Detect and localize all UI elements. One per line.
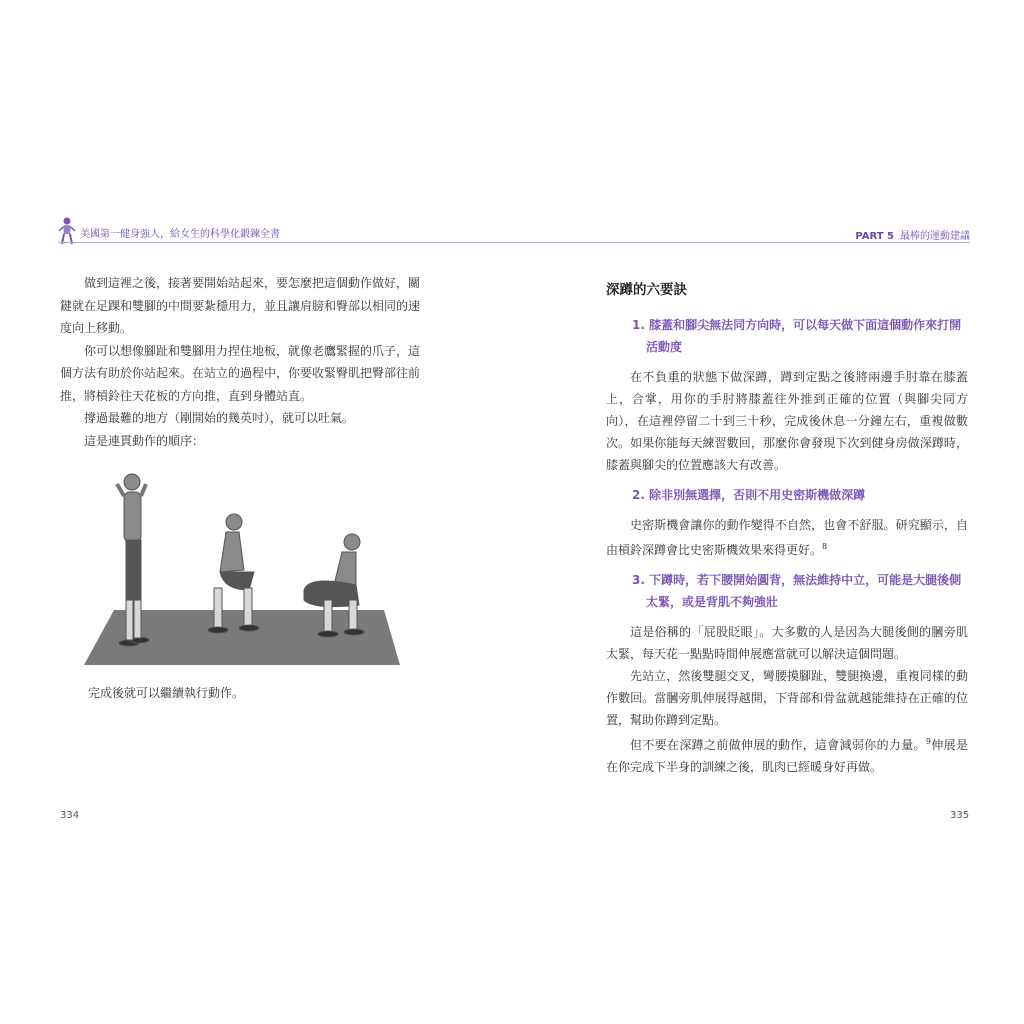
paragraph: 這是連貫動作的順序： xyxy=(84,433,205,448)
tip-heading: 1. 膝蓋和腳尖無法同方向時，可以每天做下面這個動作來打開活動度 xyxy=(632,318,962,354)
figure-caption-text: 完成後就可以繼續執行動作。 xyxy=(88,686,245,700)
paragraph-text: 史密斯機會讓你的動作變得不自然，也會不舒服。研究顯示，自由槓鈴深蹲會比史密斯機效果來得更好。 xyxy=(606,518,968,557)
part-label: PART 5 xyxy=(855,231,894,242)
running-header-right xyxy=(855,227,970,242)
paragraph: 先站立，然後雙腿交叉，彎腰摸腳趾，雙腿換邊，重複同樣的動作數回。當膕旁肌伸展得越開，下背部和骨盆就越能維持在正確的位置，幫助你蹲到定點。 xyxy=(606,669,968,727)
left-page-body xyxy=(60,272,420,452)
page-number-right: 335 xyxy=(950,810,970,821)
page-number-left: 334 xyxy=(60,810,80,821)
paragraph: 撐過最難的地方（剛開始的幾英吋），就可以吐氣。 xyxy=(84,411,355,425)
tip-heading: 3. 下蹲時，若下腰開始圓背，無法維持中立，可能是大腿後側太緊，或是背肌不夠強壯 xyxy=(632,573,962,609)
footnote-marker: 8 xyxy=(822,542,828,551)
paragraph-text: 但不要在深蹲之前做伸展的動作，這會減弱你的力量。 xyxy=(630,738,926,752)
paragraph: 這是俗稱的「屁股眨眼」。大多數的人是因為大腿後側的膕旁肌太緊，每天花一點點時間伸展應當就可以解決這個問題。 xyxy=(606,625,968,661)
paragraph: 在不負重的狀態下做深蹲，蹲到定點之後將兩邊手肘靠在膝蓋上，合掌，用你的手肘將膝蓋往外推到正確的位置（與腳尖同方向），在這裡停留二十到三十秒，完成後休息一分鐘左右，重複做數次。如果你能每天練習數回，那麼你會發現下次到健身房做深蹲時，膝蓋與腳尖的位置應該大有改善。 xyxy=(606,370,968,472)
paragraph: 你可以想像腳趾和雙腳用力捏住地板，就像老鷹緊握的爪子，這個方法有助於你站起來。在站立的過程中，你要收緊臀肌把臀部往前推，將槓鈴往天花板的方向推，直到身體站直。 xyxy=(60,343,421,403)
header-divider xyxy=(58,242,970,243)
paragraph: 做到這裡之後，接著要開始站起來，要怎麼把這個動作做好，關鍵就在足踝和雙腳的中間要紮穩用力，並且讓肩膀和臀部以相同的速度向上移動。 xyxy=(60,276,421,335)
part-title: 最棒的運動建議 xyxy=(900,231,970,242)
paragraph xyxy=(606,514,968,561)
tip-heading: 2. 除非別無選擇，否則不用史密斯機做深蹲 xyxy=(632,488,866,502)
book-title: 美國第一健身強人，給女生的科學化鍛鍊全書 xyxy=(80,229,280,240)
section-title: 深蹲的六要訣 xyxy=(606,282,687,298)
paragraph xyxy=(606,731,968,778)
footnote-marker: 9 xyxy=(925,737,931,746)
squat-sequence-illustration xyxy=(84,460,400,680)
right-page-body xyxy=(606,278,968,778)
paragraph-text: 伸展是在你完成下半身的訓練之後，肌肉已經暖身好再做。 xyxy=(606,738,968,774)
